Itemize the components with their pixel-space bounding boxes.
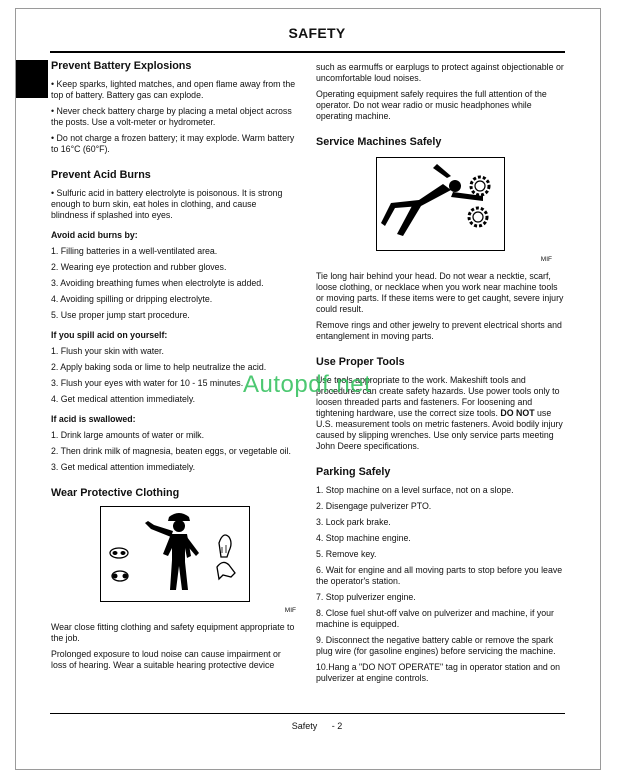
left-column — [51, 60, 296, 676]
tools-text-2: use U.S. measurement tools on metric fasteners. Avoid bodily injury caused by slipping wrenches. Use only service parts meeting John Deere specifications. — [316, 408, 563, 451]
list-item: 6. Wait for engine and all moving parts to stop before you leave the operator's station. — [316, 565, 563, 586]
list-item: 3. Get medical attention immediately. — [51, 462, 196, 472]
worker-with-gear-icon — [101, 507, 249, 601]
protective-clothing-figure — [100, 506, 250, 602]
acid-heading: Prevent Acid Burns — [51, 169, 151, 181]
list-item: 5. Remove key. — [316, 549, 377, 559]
service-paragraph: Remove rings and other jewelry to prevent electrical shorts and entanglement in moving parts. — [316, 320, 562, 341]
swallow-heading: If acid is swallowed: — [51, 414, 136, 424]
clothing-paragraph: Prolonged exposure to loud noise can cause impairment or loss of hearing. Wear a suitable hearing protective device — [51, 649, 281, 670]
list-item: 4. Get medical attention immediately. — [51, 394, 196, 404]
clothing-paragraph: Wear close fitting clothing and safety equipment appropriate to the job. — [51, 622, 295, 643]
list-item: 2. Apply baking soda or lime to help neutralize the acid. — [51, 362, 267, 372]
clothing-heading: Wear Protective Clothing — [51, 487, 180, 499]
avoid-acid-heading: Avoid acid burns by: — [51, 230, 138, 240]
continued-paragraph: Operating equipment safely requires the full attention of the operator. Do not wear radio or music headphones while operating machine. — [316, 89, 547, 121]
figure-tag: MIF — [284, 607, 296, 614]
service-heading: Service Machines Safely — [316, 136, 442, 148]
list-item: 1. Flush your skin with water. — [51, 346, 164, 356]
list-item: 4. Stop machine engine. — [316, 533, 411, 543]
figure-tag: MIF — [540, 256, 552, 263]
list-item: 3. Lock park brake. — [316, 517, 391, 527]
service-machines-figure — [376, 157, 505, 251]
list-item: 9. Disconnect the negative battery cable or remove the spark plug wire (for gasoline engines) before servicing the machine. — [316, 635, 556, 656]
list-item: 2. Then drink milk of magnesia, beaten eggs, or vegetable oil. — [51, 446, 291, 456]
section-tab-marker — [16, 60, 48, 98]
list-item: 2. Disengage pulverizer PTO. — [316, 501, 432, 511]
footer-section: Safety — [291, 721, 318, 731]
list-item: 3. Avoiding breathing fumes when electrolyte is added. — [51, 278, 264, 288]
battery-bullet: • Never check battery charge by placing a metal object across the posts. Use a volt-meter or hydrometer. — [51, 106, 292, 127]
continued-paragraph: such as earmuffs or earplugs to protect against objectionable or uncomfortable loud noises. — [316, 62, 564, 83]
header-rule — [50, 51, 565, 53]
list-item: 8. Close fuel shut-off valve on pulverizer and machine, if your machine is equipped. — [316, 608, 554, 629]
list-item: 2. Wearing eye protection and rubber gloves. — [51, 262, 227, 272]
entanglement-hazard-icon — [377, 158, 504, 250]
list-item: 4. Avoiding spilling or dripping electrolyte. — [51, 294, 213, 304]
tools-heading: Use Proper Tools — [316, 356, 405, 368]
page-title: SAFETY — [288, 25, 346, 41]
battery-bullet: • Keep sparks, lighted matches, and open flame away from the top of battery. Battery gas can explode. — [51, 79, 296, 100]
list-item: 5. Use proper jump start procedure. — [51, 310, 190, 320]
list-item: 3. Flush your eyes with water for 10 - 15 minutes. — [51, 378, 244, 388]
list-item: 1. Stop machine on a level surface, not on a slope. — [316, 485, 514, 495]
page-footer — [0, 721, 634, 731]
page-number: - 2 — [331, 721, 343, 731]
service-paragraph: Tie long hair behind your head. Do not wear a necktie, scarf, loose clothing, or necklace when you work near machine tools or moving parts. If these items were to get caught, severe injury could result. — [316, 271, 564, 314]
watermark-text: Autopdf.net — [243, 371, 372, 398]
list-item: 1. Filling batteries in a well-ventilated area. — [51, 246, 218, 256]
tools-text-1: Use tools appropriate to the work. Makeshift tools and procedures can create safety hazards. Use power tools only to loosen threaded parts and fasteners. For loosening and tightening hardware, use the correct size tools. — [316, 375, 560, 418]
list-item: 1. Drink large amounts of water or milk. — [51, 430, 205, 440]
battery-heading: Prevent Battery Explosions — [51, 60, 192, 72]
battery-bullet: • Do not charge a frozen battery; it may explode. Warm battery to 16°C (60°F). — [51, 133, 295, 154]
footer-rule — [50, 713, 565, 714]
acid-bullet: • Sulfuric acid in battery electrolyte is poisonous. It is strong enough to burn skin, eat holes in clothing, and cause blindness if splashed into eyes. — [51, 188, 283, 220]
spill-heading: If you spill acid on yourself: — [51, 330, 168, 340]
parking-heading: Parking Safely — [316, 466, 391, 478]
list-item: 10.Hang a "DO NOT OPERATE" tag in operator station and on pulverizer at engine controls. — [316, 662, 561, 683]
list-item: 7. Stop pulverizer engine. — [316, 592, 416, 602]
do-not-emphasis: DO NOT — [500, 408, 535, 418]
